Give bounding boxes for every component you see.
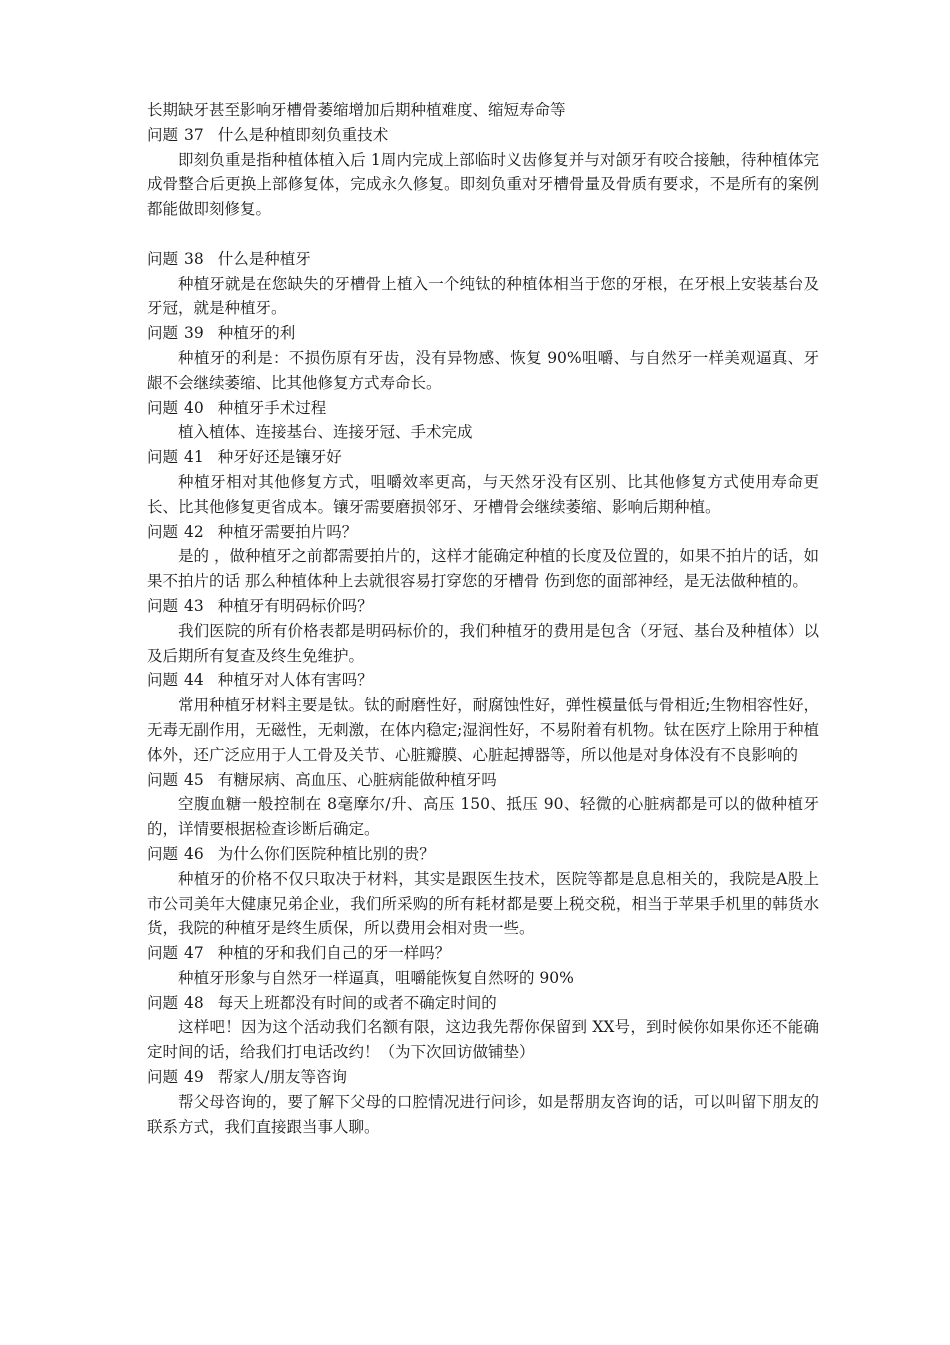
question-number: 43	[184, 596, 204, 615]
question-text: 种植的牙和我们自己的牙一样吗？	[217, 944, 451, 963]
question-prefix: 问题	[147, 324, 179, 343]
answer-text: 常用种植牙材料主要是钛。钛的耐磨性好，耐腐蚀性好，弹性模量低与骨相近;生物相容性好，无毒无副作用，无磁性，无刺激，在体内稳定;湿润性好，不易附着有机物。钛在医疗上除用于种植体外，还广泛应用于人工骨及关节、心脏瓣膜、心脏起搏器等，所以他是对身体没有不良影响的	[147, 696, 819, 764]
question-number: 37	[184, 125, 204, 144]
question-number: 48	[184, 993, 204, 1012]
intro-text: 长期缺牙甚至影响牙槽骨萎缩增加后期种植难度、缩短寿命等	[147, 101, 566, 119]
question-prefix: 问题	[147, 993, 179, 1012]
answer-text: 种植牙形象与自然牙一样逼真，咀嚼能恢复自然呀的 90%	[178, 968, 574, 987]
answer-text: 种植牙相对其他修复方式，咀嚼效率更高，与天然牙没有区别、比其他修复方式使用寿命更长、比其他修复更省成本。镶牙需要磨损邻牙、牙槽骨会继续萎缩、影响后期种植。	[147, 472, 819, 516]
question-heading	[147, 594, 819, 619]
answer-text: 我们医院的所有价格表都是明码标价的，我们种植牙的费用是包含（牙冠、基台及种植体）以及后期所有复查及终生免维护。	[147, 621, 819, 665]
answer-text: 帮父母咨询的，要了解下父母的口腔情况进行问诊，如是帮朋友咨询的话，可以叫留下朋友的联系方式，我们直接跟当事人聊。	[147, 1092, 819, 1136]
question-number: 47	[184, 944, 204, 963]
question-text: 种牙好还是镶牙好	[217, 448, 342, 467]
answer-text: 植入植体、连接基台、连接牙冠、手术完成	[178, 423, 473, 442]
answer-text: 种植牙就是在您缺失的牙槽骨上植入一个纯钛的种植体相当于您的牙根，在牙根上安装基台及牙冠，就是种植牙。	[147, 274, 819, 318]
question-number: 42	[184, 522, 204, 541]
question-heading	[147, 321, 819, 346]
question-text: 为什么你们医院种植比别的贵？	[217, 844, 435, 863]
question-text: 每天上班都没有时间的或者不确定时间的	[217, 993, 497, 1012]
question-text: 什么是种植即刻负重技术	[217, 125, 389, 144]
answer-text: 空腹血糖一般控制在 8毫摩尔/升、高压 150、抵压 90、轻微的心脏病都是可以的做种植牙的，详情要根据检查诊断后确定。	[147, 795, 819, 839]
question-prefix: 问题	[147, 770, 179, 789]
answer-text: 是的 ，做种植牙之前都需要拍片的，这样才能确定种植的长度及位置的，如果不拍片的话，如果不拍片的话 那么种植体种上去就很容易打穿您的牙槽骨 伤到您的面部神经，是无法做种植的。	[147, 547, 819, 591]
question-text: 种植牙需要拍片吗？	[217, 522, 358, 541]
question-number: 44	[184, 671, 204, 690]
question-heading	[147, 842, 819, 867]
question-heading	[147, 247, 819, 272]
blank-line	[147, 222, 819, 247]
question-heading	[147, 445, 819, 470]
question-prefix: 问题	[147, 448, 179, 467]
answer-text: 这样吧！因为这个活动我们名额有限，这边我先帮你保留到 XX号，到时候你如果你还不能确定时间的话，给我们打电话改约！（为下次回访做铺垫）	[147, 1018, 819, 1062]
question-number: 45	[184, 770, 204, 789]
question-prefix: 问题	[147, 944, 179, 963]
question-text: 种植牙对人体有害吗？	[217, 671, 373, 690]
answer-text: 种植牙的价格不仅只取决于材料，其实是跟医生技术，医院等都是息息相关的，我院是A股上市公司美年大健康兄弟企业，我们所采购的所有耗材都是要上税交税，相当于苹果手机里的韩货水货，我院的种植牙是终生质保，所以费用会相对贵一些。	[147, 869, 819, 938]
question-prefix: 问题	[147, 249, 179, 268]
question-heading	[147, 123, 819, 148]
question-text: 什么是种植牙	[217, 249, 311, 268]
answer-text: 种植牙的利是：不损伤原有牙齿，没有异物感、恢复 90%咀嚼、与自然牙一样美观逼真、牙龈不会继续萎缩、比其他修复方式寿命长。	[147, 348, 819, 392]
question-prefix: 问题	[147, 1068, 179, 1087]
question-prefix: 问题	[147, 671, 179, 690]
question-prefix: 问题	[147, 125, 179, 144]
question-number: 41	[184, 448, 204, 467]
question-number: 39	[184, 324, 204, 343]
question-text: 种植牙的利	[217, 324, 296, 343]
question-prefix: 问题	[147, 596, 179, 615]
question-heading	[147, 668, 819, 693]
question-heading	[147, 941, 819, 966]
question-text: 种植牙有明码标价吗？	[217, 596, 373, 615]
question-number: 40	[184, 398, 204, 417]
document-body	[147, 98, 819, 1139]
question-prefix: 问题	[147, 398, 179, 417]
question-heading	[147, 1065, 819, 1090]
question-heading	[147, 768, 819, 793]
question-text: 种植牙手术过程	[217, 398, 327, 417]
question-prefix: 问题	[147, 522, 179, 541]
question-heading	[147, 396, 819, 421]
question-prefix: 问题	[147, 844, 179, 863]
question-text: 帮家人/朋友等咨询	[217, 1068, 347, 1087]
question-number: 46	[184, 844, 204, 863]
question-text: 有糖尿病、高血压、心脏病能做种植牙吗	[217, 770, 497, 789]
question-heading	[147, 520, 819, 545]
question-number: 49	[184, 1068, 204, 1087]
question-heading	[147, 991, 819, 1016]
question-number: 38	[184, 249, 204, 268]
answer-text: 即刻负重是指种植体植入后 1周内完成上部临时义齿修复并与对颌牙有咬合接触，待种植体完成骨整合后更换上部修复体，完成永久修复。即刻负重对牙槽骨量及骨质有要求，不是所有的案例都能做即刻修复。	[147, 150, 819, 219]
